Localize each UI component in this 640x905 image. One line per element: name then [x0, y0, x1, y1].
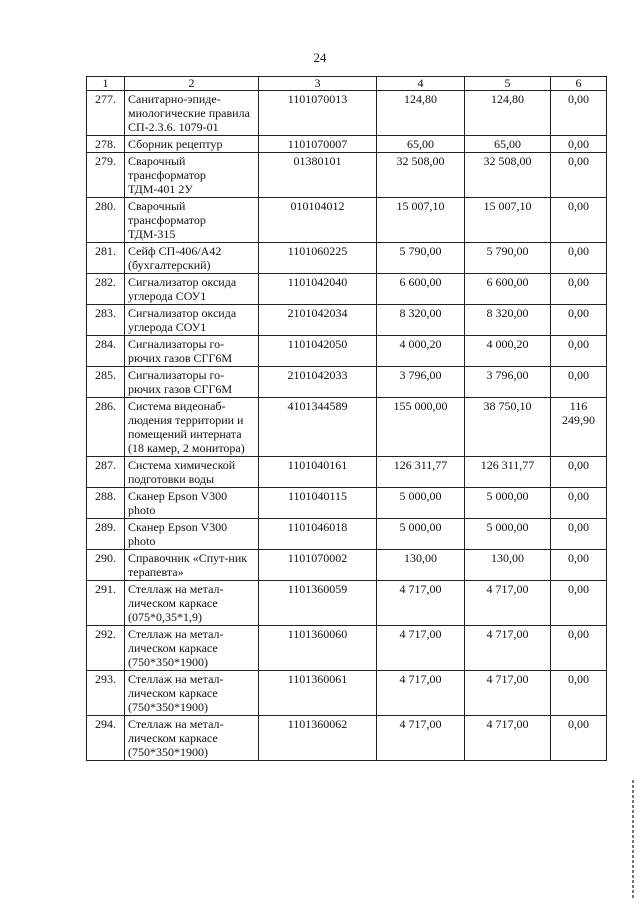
- residual-value-cell: 116 249,90: [551, 398, 607, 457]
- table-row: [87, 367, 607, 398]
- inventory-code-cell: 1101060225: [259, 243, 377, 274]
- inventory-code-cell: 1101040115: [259, 488, 377, 519]
- depreciation-cell: 6 600,00: [465, 274, 551, 305]
- table-row: [87, 274, 607, 305]
- table-row: [87, 136, 607, 153]
- inventory-code-cell: 2101042034: [259, 305, 377, 336]
- residual-value-cell: 0,00: [551, 274, 607, 305]
- initial-value-cell: 126 311,77: [377, 457, 465, 488]
- table-row: [87, 305, 607, 336]
- depreciation-cell: 124,80: [465, 91, 551, 136]
- inventory-code-cell: 1101046018: [259, 519, 377, 550]
- header-cell-2: 2: [125, 77, 259, 91]
- depreciation-cell: 130,00: [465, 550, 551, 581]
- depreciation-cell: 65,00: [465, 136, 551, 153]
- item-name-cell: Стеллаж на метал-лическом каркасе (750*350*1900): [125, 716, 259, 761]
- table-row: [87, 519, 607, 550]
- item-name-cell: Стеллаж на метал-лическом каркасе (075*0,35*1,9): [125, 581, 259, 626]
- initial-value-cell: 155 000,00: [377, 398, 465, 457]
- table-row: [87, 243, 607, 274]
- row-number-cell: 293.: [87, 671, 125, 716]
- row-number-cell: 279.: [87, 153, 125, 198]
- table-row: [87, 671, 607, 716]
- table-header: [87, 77, 607, 91]
- initial-value-cell: 4 717,00: [377, 626, 465, 671]
- row-number-cell: 291.: [87, 581, 125, 626]
- table-row: [87, 716, 607, 761]
- item-name-cell: Сигнализаторы го-рючих газов СГГ6М: [125, 336, 259, 367]
- initial-value-cell: 130,00: [377, 550, 465, 581]
- table-row: [87, 626, 607, 671]
- residual-value-cell: 0,00: [551, 581, 607, 626]
- inventory-code-cell: 010104012: [259, 198, 377, 243]
- residual-value-cell: 0,00: [551, 671, 607, 716]
- residual-value-cell: 0,00: [551, 136, 607, 153]
- row-number-cell: 294.: [87, 716, 125, 761]
- residual-value-cell: 0,00: [551, 198, 607, 243]
- inventory-code-cell: 1101360062: [259, 716, 377, 761]
- residual-value-cell: 0,00: [551, 336, 607, 367]
- row-number-cell: 281.: [87, 243, 125, 274]
- depreciation-cell: 38 750,10: [465, 398, 551, 457]
- depreciation-cell: 4 717,00: [465, 671, 551, 716]
- inventory-code-cell: 1101070007: [259, 136, 377, 153]
- row-number-cell: 284.: [87, 336, 125, 367]
- residual-value-cell: 0,00: [551, 519, 607, 550]
- initial-value-cell: 15 007,10: [377, 198, 465, 243]
- row-number-cell: 282.: [87, 274, 125, 305]
- inventory-code-cell: 1101070013: [259, 91, 377, 136]
- row-number-cell: 292.: [87, 626, 125, 671]
- item-name-cell: Санитарно-эпиде-миологические правила СП-2.3.6. 1079-01: [125, 91, 259, 136]
- row-number-cell: 280.: [87, 198, 125, 243]
- table-row: [87, 198, 607, 243]
- inventory-code-cell: 2101042033: [259, 367, 377, 398]
- row-number-cell: 278.: [87, 136, 125, 153]
- inventory-code-cell: 4101344589: [259, 398, 377, 457]
- inventory-code-cell: 01380101: [259, 153, 377, 198]
- row-number-cell: 286.: [87, 398, 125, 457]
- initial-value-cell: 5 790,00: [377, 243, 465, 274]
- row-number-cell: 287.: [87, 457, 125, 488]
- item-name-cell: Сигнализатор оксида углерода СОУ1: [125, 305, 259, 336]
- table-row: [87, 457, 607, 488]
- inventory-code-cell: 1101360060: [259, 626, 377, 671]
- residual-value-cell: 0,00: [551, 153, 607, 198]
- initial-value-cell: 3 796,00: [377, 367, 465, 398]
- header-cell-1: 1: [87, 77, 125, 91]
- inventory-code-cell: 1101360061: [259, 671, 377, 716]
- depreciation-cell: 5 000,00: [465, 488, 551, 519]
- residual-value-cell: 0,00: [551, 457, 607, 488]
- residual-value-cell: 0,00: [551, 626, 607, 671]
- initial-value-cell: 65,00: [377, 136, 465, 153]
- row-number-cell: 289.: [87, 519, 125, 550]
- table-row: [87, 550, 607, 581]
- initial-value-cell: 4 717,00: [377, 581, 465, 626]
- initial-value-cell: 4 717,00: [377, 716, 465, 761]
- row-number-cell: 288.: [87, 488, 125, 519]
- table-row: [87, 153, 607, 198]
- table-row: [87, 398, 607, 457]
- inventory-code-cell: 1101042050: [259, 336, 377, 367]
- header-row: [87, 77, 607, 91]
- header-cell-4: 4: [377, 77, 465, 91]
- initial-value-cell: 4 000,20: [377, 336, 465, 367]
- initial-value-cell: 5 000,00: [377, 519, 465, 550]
- residual-value-cell: 0,00: [551, 550, 607, 581]
- inventory-code-cell: 1101042040: [259, 274, 377, 305]
- row-number-cell: 283.: [87, 305, 125, 336]
- page-number: 24: [313, 50, 327, 65]
- initial-value-cell: 5 000,00: [377, 488, 465, 519]
- item-name-cell: Система видеонаб-людения территории и помещений интерната (18 камер, 2 монитора): [125, 398, 259, 457]
- depreciation-cell: 4 717,00: [465, 581, 551, 626]
- item-name-cell: Стеллаж на метал-лическом каркасе (750*350*1900): [125, 671, 259, 716]
- item-name-cell: Сканер Epson V300 photo: [125, 488, 259, 519]
- residual-value-cell: 0,00: [551, 716, 607, 761]
- depreciation-cell: 4 717,00: [465, 626, 551, 671]
- header-cell-3: 3: [259, 77, 377, 91]
- residual-value-cell: 0,00: [551, 243, 607, 274]
- table-body: [87, 91, 607, 761]
- table-row: [87, 488, 607, 519]
- inventory-code-cell: 1101360059: [259, 581, 377, 626]
- item-name-cell: Справочник «Спут-ник терапевта»: [125, 550, 259, 581]
- initial-value-cell: 32 508,00: [377, 153, 465, 198]
- initial-value-cell: 6 600,00: [377, 274, 465, 305]
- row-number-cell: 277.: [87, 91, 125, 136]
- table-row: [87, 336, 607, 367]
- item-name-cell: Система химической подготовки воды: [125, 457, 259, 488]
- residual-value-cell: 0,00: [551, 488, 607, 519]
- item-name-cell: Сигнализатор оксида углерода СОУ1: [125, 274, 259, 305]
- row-number-cell: 290.: [87, 550, 125, 581]
- initial-value-cell: 124,80: [377, 91, 465, 136]
- depreciation-cell: 5 790,00: [465, 243, 551, 274]
- residual-value-cell: 0,00: [551, 91, 607, 136]
- inventory-code-cell: 1101070002: [259, 550, 377, 581]
- header-cell-5: 5: [465, 77, 551, 91]
- table-row: [87, 91, 607, 136]
- item-name-cell: Стеллаж на метал-лическом каркасе (750*350*1900): [125, 626, 259, 671]
- inventory-code-cell: 1101040161: [259, 457, 377, 488]
- residual-value-cell: 0,00: [551, 305, 607, 336]
- depreciation-cell: 15 007,10: [465, 198, 551, 243]
- row-number-cell: 285.: [87, 367, 125, 398]
- initial-value-cell: 4 717,00: [377, 671, 465, 716]
- item-name-cell: Сигнализаторы го-рючих газов СГГ6М: [125, 367, 259, 398]
- item-name-cell: Сейф СП-406/А42 (бухгалтерский): [125, 243, 259, 274]
- initial-value-cell: 8 320,00: [377, 305, 465, 336]
- depreciation-cell: 5 000,00: [465, 519, 551, 550]
- scan-edge-mark: [632, 780, 634, 900]
- item-name-cell: Сканер Epson V300 photo: [125, 519, 259, 550]
- inventory-table: [86, 76, 607, 761]
- depreciation-cell: 126 311,77: [465, 457, 551, 488]
- item-name-cell: Сварочный трансформатор ТДМ-315: [125, 198, 259, 243]
- residual-value-cell: 0,00: [551, 367, 607, 398]
- table-row: [87, 581, 607, 626]
- header-cell-6: 6: [551, 77, 607, 91]
- depreciation-cell: 32 508,00: [465, 153, 551, 198]
- item-name-cell: Сборник рецептур: [125, 136, 259, 153]
- depreciation-cell: 4 717,00: [465, 716, 551, 761]
- depreciation-cell: 3 796,00: [465, 367, 551, 398]
- item-name-cell: Сварочный трансформатор ТДМ-401 2У: [125, 153, 259, 198]
- depreciation-cell: 4 000,20: [465, 336, 551, 367]
- depreciation-cell: 8 320,00: [465, 305, 551, 336]
